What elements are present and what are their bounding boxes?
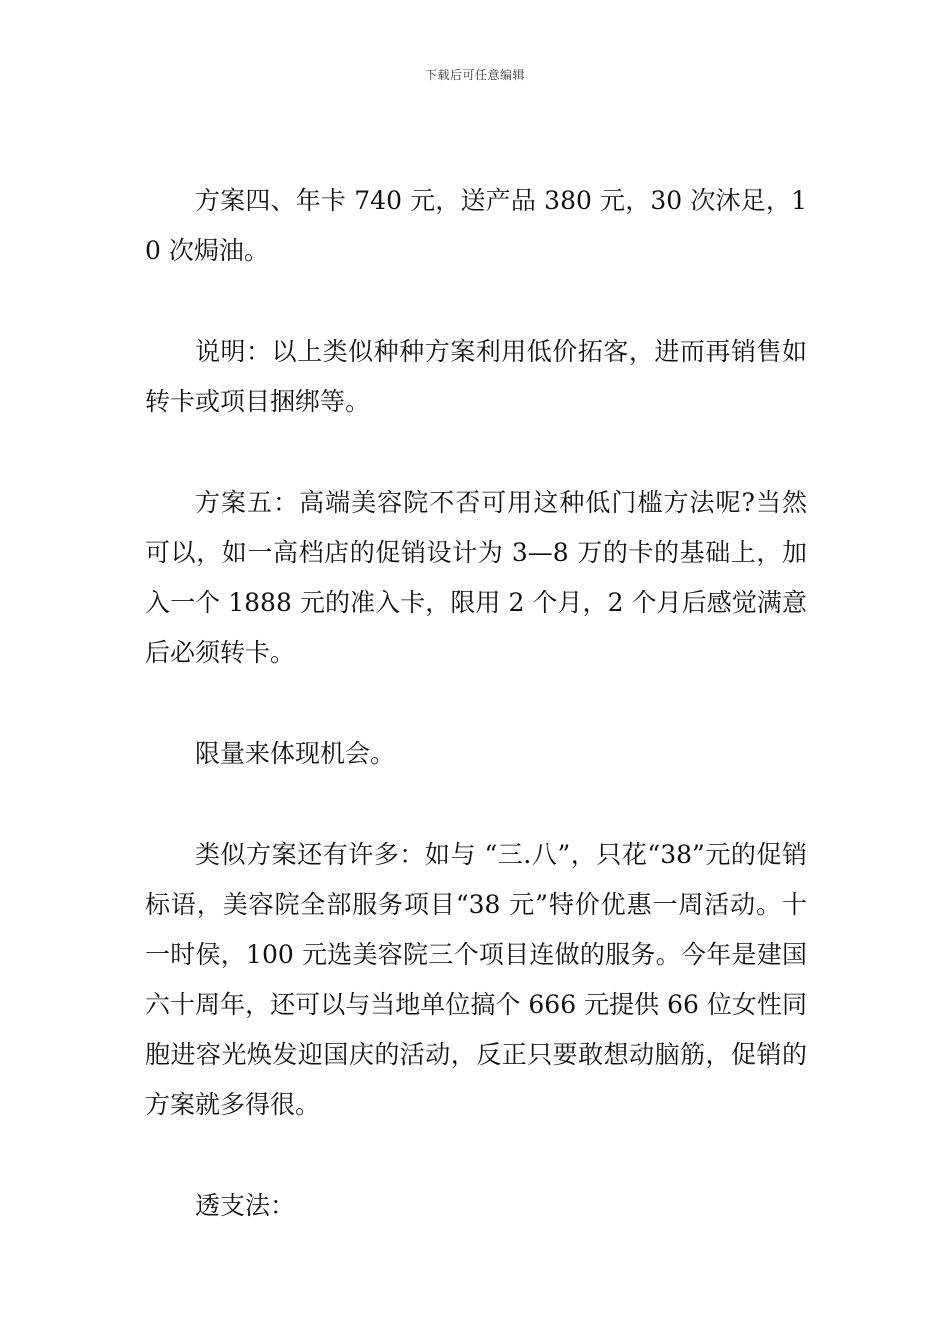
paragraph-overdraft-method: 透支法： [195,1191,296,1220]
paragraph-plan-five: 方案五：高端美容院不否可用这种低门槛方法呢?当然可以，如一高档店的促销设计为 3—8 万的卡的基础上，加入一个 1888 元的准入卡，限用 2 个月，2 个月后感觉满意后必须转卡。 [145,488,807,667]
document-body [145,176,807,1282]
header-note: 下载后可任意编辑 [424,68,525,82]
paragraph-similar-plans: 类似方案还有许多：如与 “三.八”，只花“38”元的促销标语，美容院全部服务项目“38 元”特价优惠一周活动。十一时侯，100 元选美容院三个项目连做的服务。今年是建国六十周年，还可以与当地单位搞个 666 元提供 66 位女性同胞进容光焕发迎国庆的活动，反正只要敢想动脑筋，促销的方案就多得很。 [145,840,807,1119]
paragraph-limited-quantity: 限量来体现机会。 [195,739,396,768]
paragraph-explanation: 说明：以上类似种种方案利用低价拓客，进而再销售如转卡或项目捆绑等。 [145,337,807,416]
paragraph-plan-four: 方案四、年卡 740 元，送产品 380 元，30 次沐足，10 次焗油。 [145,186,807,265]
